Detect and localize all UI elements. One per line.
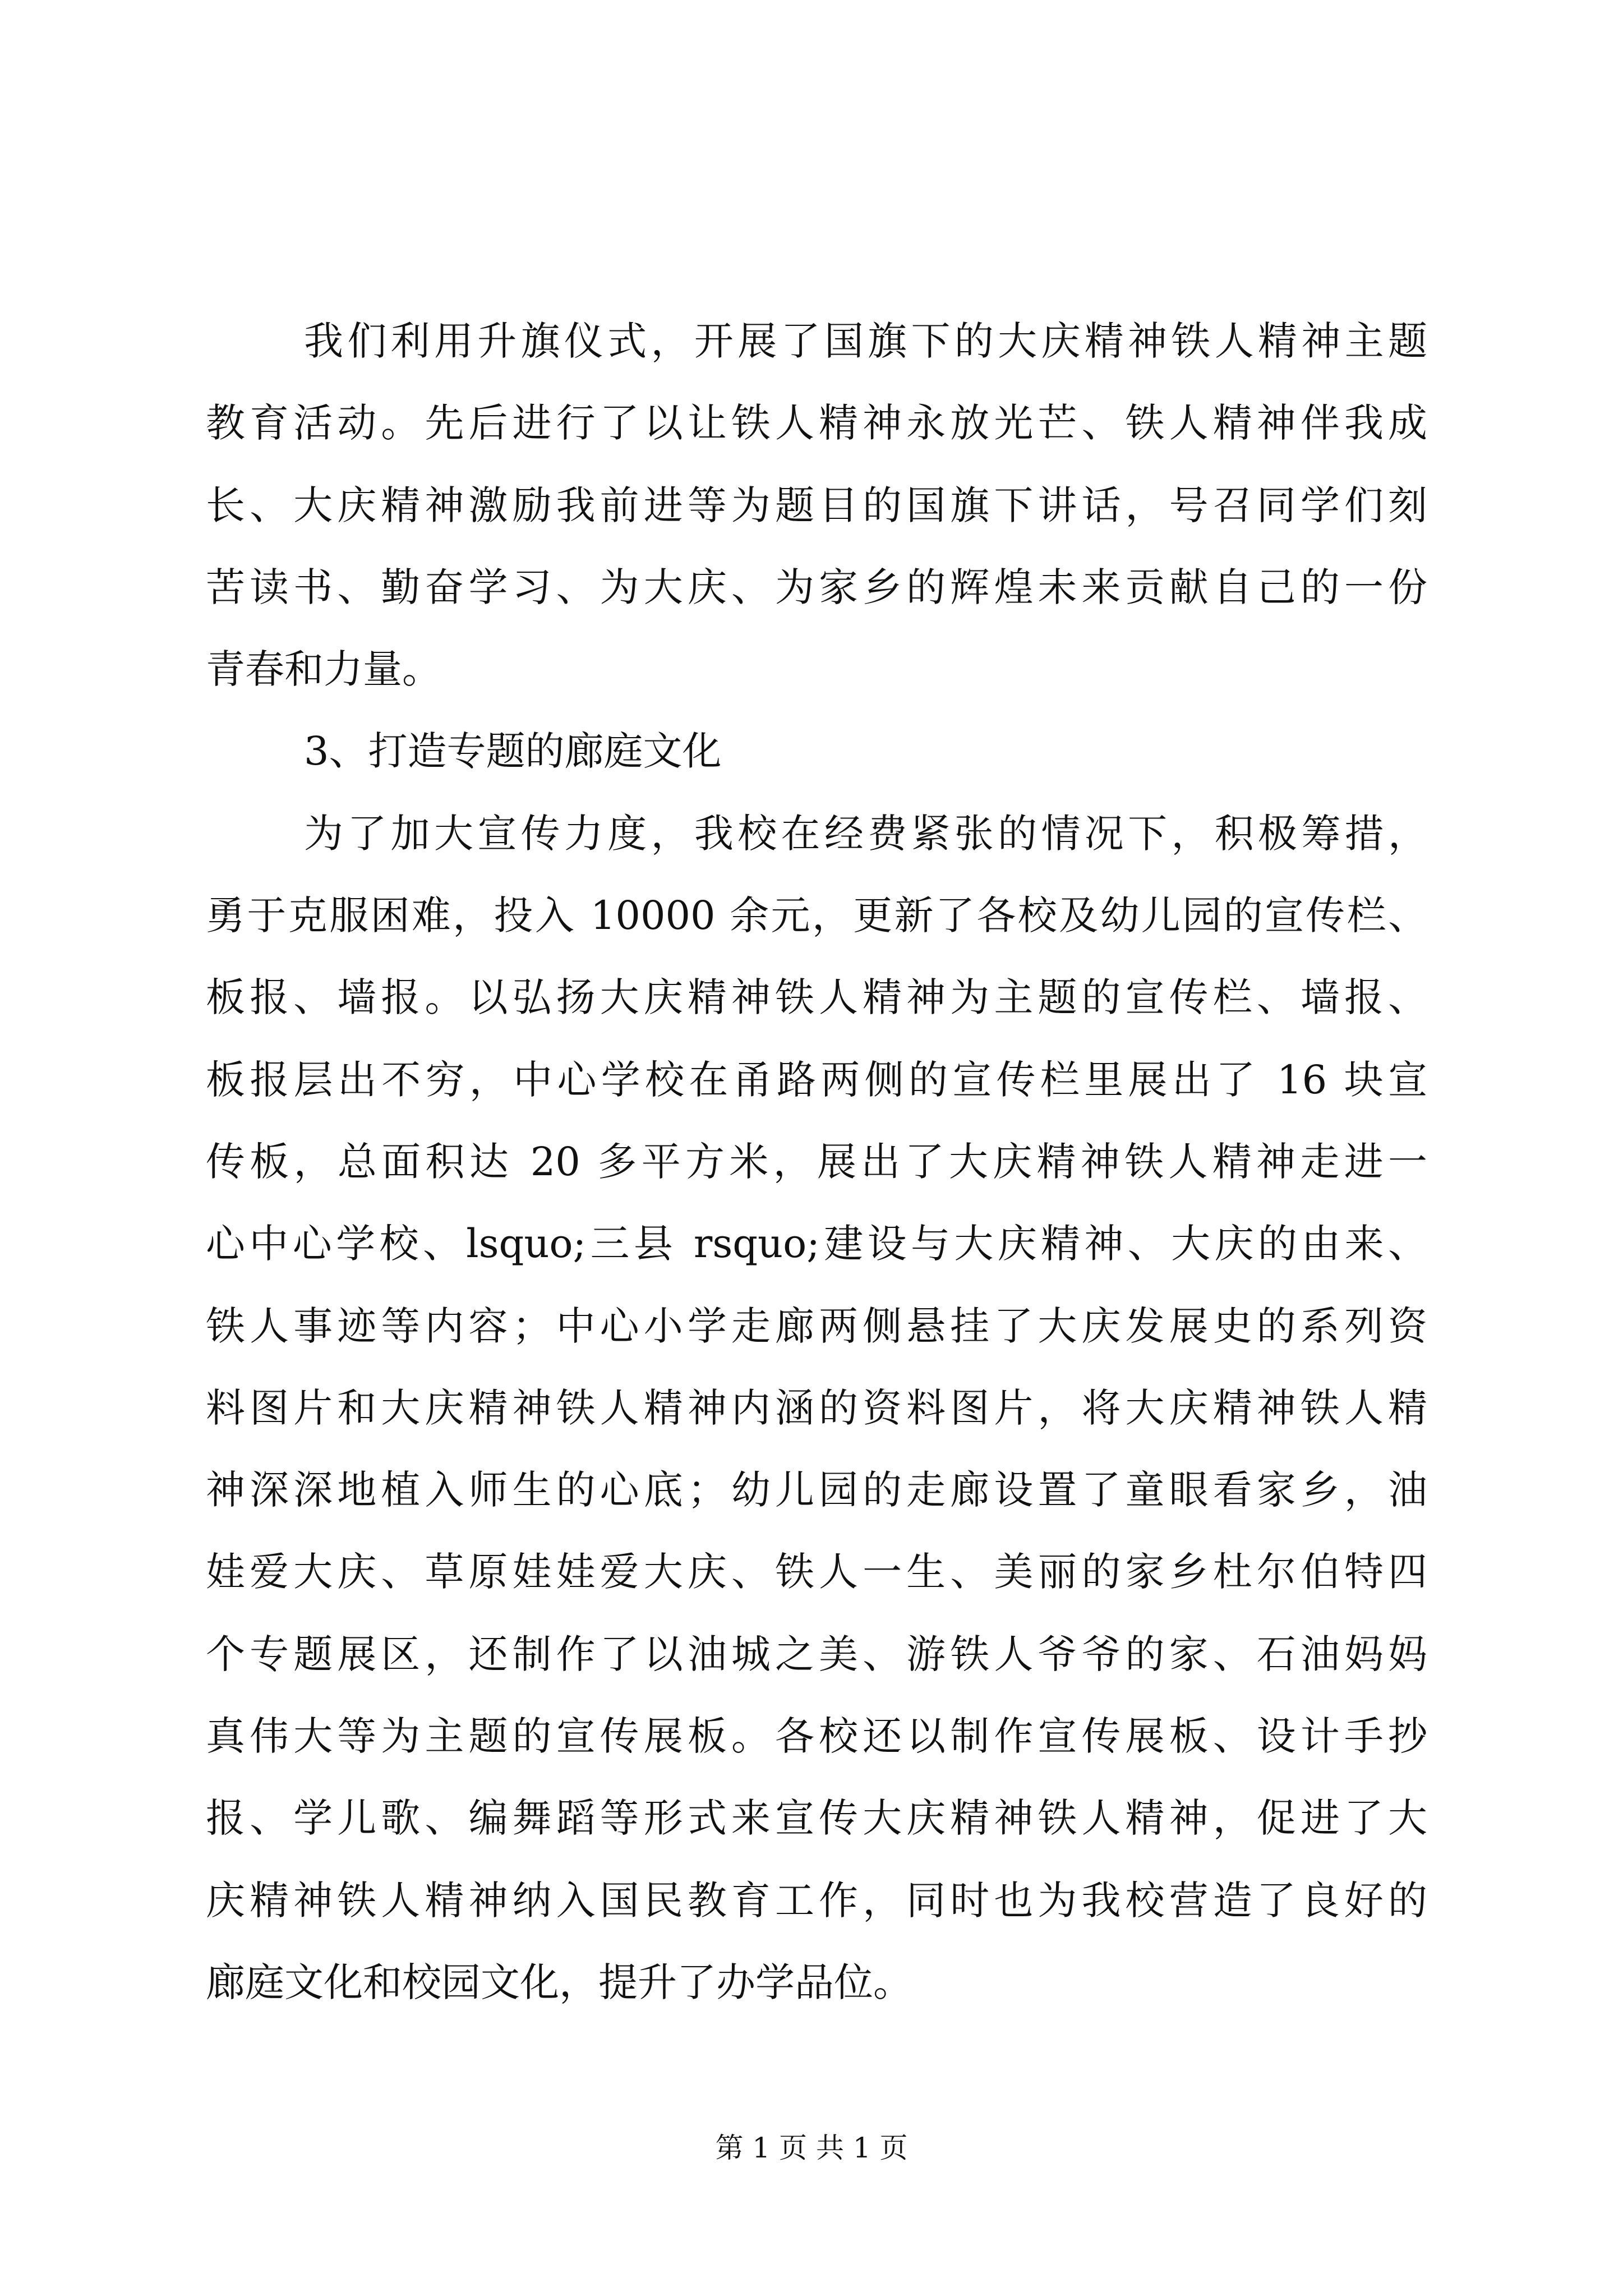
text-line: 苦读书、勤奋学习、为大庆、为家乡的辉煌未来贡献自己的一份 bbox=[206, 564, 1427, 610]
text-line: 报、学儿歌、编舞蹈等形式来宣传大庆精神铁人精神，促进了大 bbox=[206, 1795, 1427, 1842]
text-line: 为了加大宣传力度，我校在经费紧张的情况下，积极筹措， bbox=[304, 810, 1427, 857]
text-line: 个专题展区，还制作了以油城之美、游铁人爷爷的家、石油妈妈 bbox=[206, 1631, 1427, 1677]
text-line: 真伟大等为主题的宣传展板。各校还以制作宣传展板、设计手抄 bbox=[206, 1713, 1427, 1760]
paragraph bbox=[206, 300, 1427, 710]
text-line: 青春和力量。 bbox=[206, 646, 441, 693]
text-line: 神深深地植入师生的心底；幼儿园的走廊设置了童眼看家乡，油 bbox=[206, 1467, 1427, 1513]
section-heading: 3、打造专题的廊庭文化 bbox=[304, 728, 722, 775]
text-line: 教育活动。先后进行了以让铁人精神永放光芒、铁人精神伴我成 bbox=[206, 400, 1427, 447]
page-number: 第 1 页 共 1 页 bbox=[715, 2132, 908, 2164]
text-line: 廊庭文化和校园文化，提升了办学品位。 bbox=[206, 1959, 912, 2005]
text-line: 勇于克服困难，投入 10000 余元，更新了各校及幼儿园的宣传栏、 bbox=[206, 892, 1427, 939]
paragraph bbox=[206, 793, 1427, 2023]
text-line: 我们利用升旗仪式，开展了国旗下的大庆精神铁人精神主题 bbox=[304, 318, 1427, 364]
text-line: 板报、墙报。以弘扬大庆精神铁人精神为主题的宣传栏、墙报、 bbox=[206, 974, 1427, 1021]
text-line: 心中心学校、lsquo;三县 rsquo;建设与大庆精神、大庆的由来、 bbox=[206, 1221, 1427, 1267]
text-line: 铁人事迹等内容；中心小学走廊两侧悬挂了大庆发展史的系列资 bbox=[206, 1303, 1427, 1349]
text-line: 板报层出不穷，中心学校在甬路两侧的宣传栏里展出了 16 块宣 bbox=[206, 1056, 1427, 1103]
text-line: 传板，总面积达 20 多平方米，展出了大庆精神铁人精神走进一 bbox=[206, 1138, 1427, 1185]
text-line: 娃爱大庆、草原娃娃爱大庆、铁人一生、美丽的家乡杜尔伯特四 bbox=[206, 1549, 1427, 1595]
document-body bbox=[206, 300, 1427, 2023]
text-line: 料图片和大庆精神铁人精神内涵的资料图片，将大庆精神铁人精 bbox=[206, 1384, 1427, 1431]
text-line: 长、大庆精神激励我前进等为题目的国旗下讲话，号召同学们刻 bbox=[206, 482, 1427, 528]
text-line: 庆精神铁人精神纳入国民教育工作，同时也为我校营造了良好的 bbox=[206, 1877, 1427, 1924]
